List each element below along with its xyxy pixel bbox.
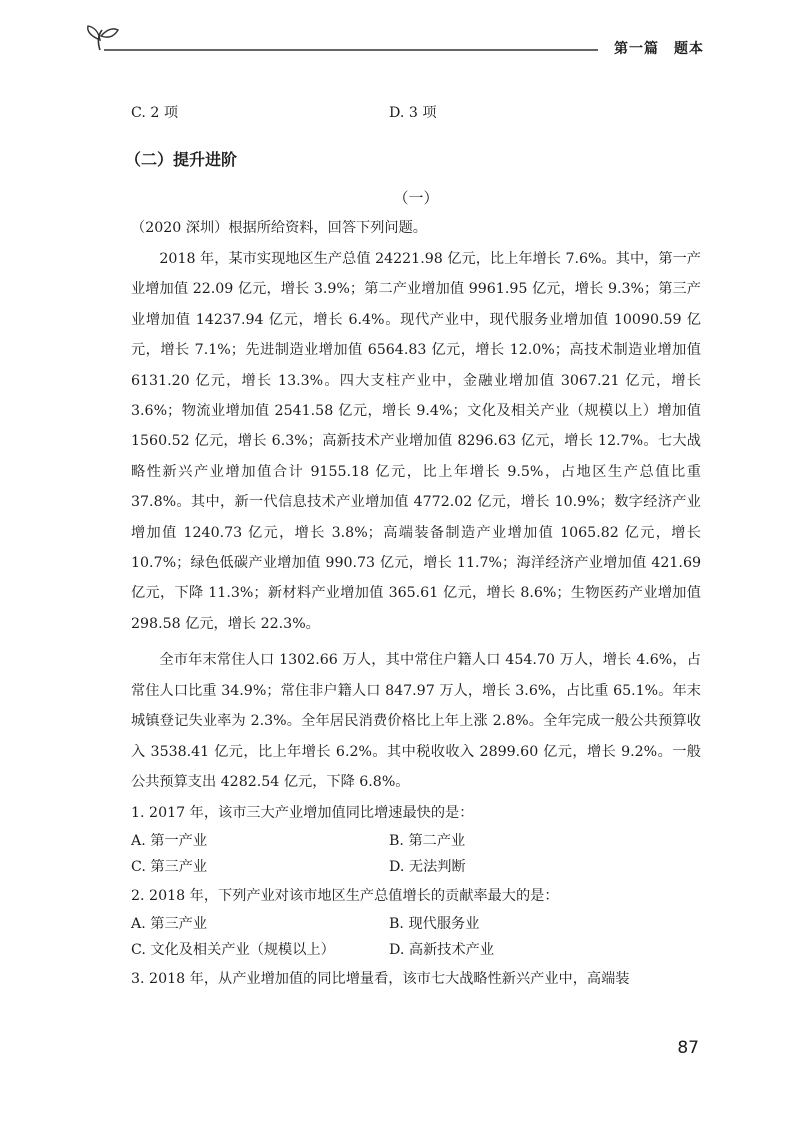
question-stem: 3. 2018 年，从产业增加值的同比增量看，该市七大战略性新兴产业中，高端装 [131, 971, 630, 988]
option-row [131, 854, 701, 880]
option-row [131, 911, 701, 937]
option-b: B. 现代服务业 [389, 916, 480, 933]
page-header [0, 0, 800, 80]
option-a: A. 第一产业 [131, 833, 208, 850]
option-a: A. 第三产业 [131, 916, 208, 933]
question-1 [131, 799, 701, 880]
page-content [125, 100, 701, 994]
option-b: B. 第二产业 [389, 833, 466, 850]
previous-question-options [131, 100, 701, 126]
page-number: 87 [677, 1038, 699, 1058]
option-d: D. 3 项 [389, 105, 437, 121]
paragraph-economy: 2018 年，某市实现地区生产总值 24221.98 亿元，比上年增长 7.6%。其中，第一产业增加值 22.09 亿元，增长 3.9%；第二产业增加值 9961.95 亿元，增长 9.3%；第三产业增加值 14237.94 亿元，增长 6.4%。现代产业中，现代服务业增加值 10090.59 亿元，增长 7.1%；先进制造业增加值 6564.83 亿元，增长 12.0%；高技术制造业增加值 6131.20 亿元，增长 13.3%。四大支柱产业中，金融业增加值 3067.21 亿元，增长 3.6%；物流业增加值 2541.58 亿元，增长 9.4%；文化及相关产业（规模以上）增加值 1560.52 亿元，增长 6.3%；高新技术产业增加值 8296.63 亿元，增长 12.7%。七大战略性新兴产业增加值合计 9155.18 亿元，比上年增长 9.5%，占地区生产总值比重 37.8%。其中，新一代信息技术产业增加值 4772.02 亿元，增长 10.9%；数字经济产业增加值 1240.73 亿元，增长 3.8%；高端装备制造产业增加值 1065.82 亿元，增长 10.7%；绿色低碳产业增加值 990.73 亿元，增长 11.7%；海洋经济产业增加值 421.69 亿元，下降 11.3%；新材料产业增加值 365.61 亿元，增长 8.6%；生物医药产业增加值 298.58 亿元，增长 22.3%。 [131, 251, 701, 632]
option-c: C. 文化及相关产业（规模以上） [131, 942, 335, 959]
option-c: C. 2 项 [131, 105, 179, 121]
material-source: （2020 深圳）根据所给资料，回答下列问题。 [131, 220, 427, 236]
question-stem: 2. 2018 年，下列产业对该市地区生产总值增长的贡献率最大的是： [131, 888, 559, 905]
question-2 [131, 882, 701, 963]
section-title: （二）提升进阶 [125, 150, 238, 169]
option-c: C. 第三产业 [131, 859, 208, 876]
running-header-title: 第一篇 题本 [614, 41, 704, 57]
option-row [131, 937, 701, 963]
question-stem: 1. 2017 年，该市三大产业增加值同比增速最快的是： [131, 805, 474, 822]
paragraph-population: 全市年末常住人口 1302.66 万人，其中常住户籍人口 454.70 万人，增长 4.6%，占常住人口比重 34.9%；常住非户籍人口 847.97 万人，增长 3.6%，占比重 65.1%。年末城镇登记失业率为 2.3%。全年居民消费价格比上年上涨 2.8%。全年完成一般公共预算收入 3538.41 亿元，比上年增长 6.2%。其中税收收入 2899.60 亿元，增长 9.2%。一般公共预算支出 4282.54 亿元，下降 6.8%。 [131, 652, 701, 790]
option-row [131, 828, 701, 854]
sub-title: （一） [393, 189, 439, 207]
question-3 [131, 965, 701, 994]
option-d: D. 高新技术产业 [389, 942, 495, 959]
option-d: D. 无法判断 [389, 859, 466, 876]
